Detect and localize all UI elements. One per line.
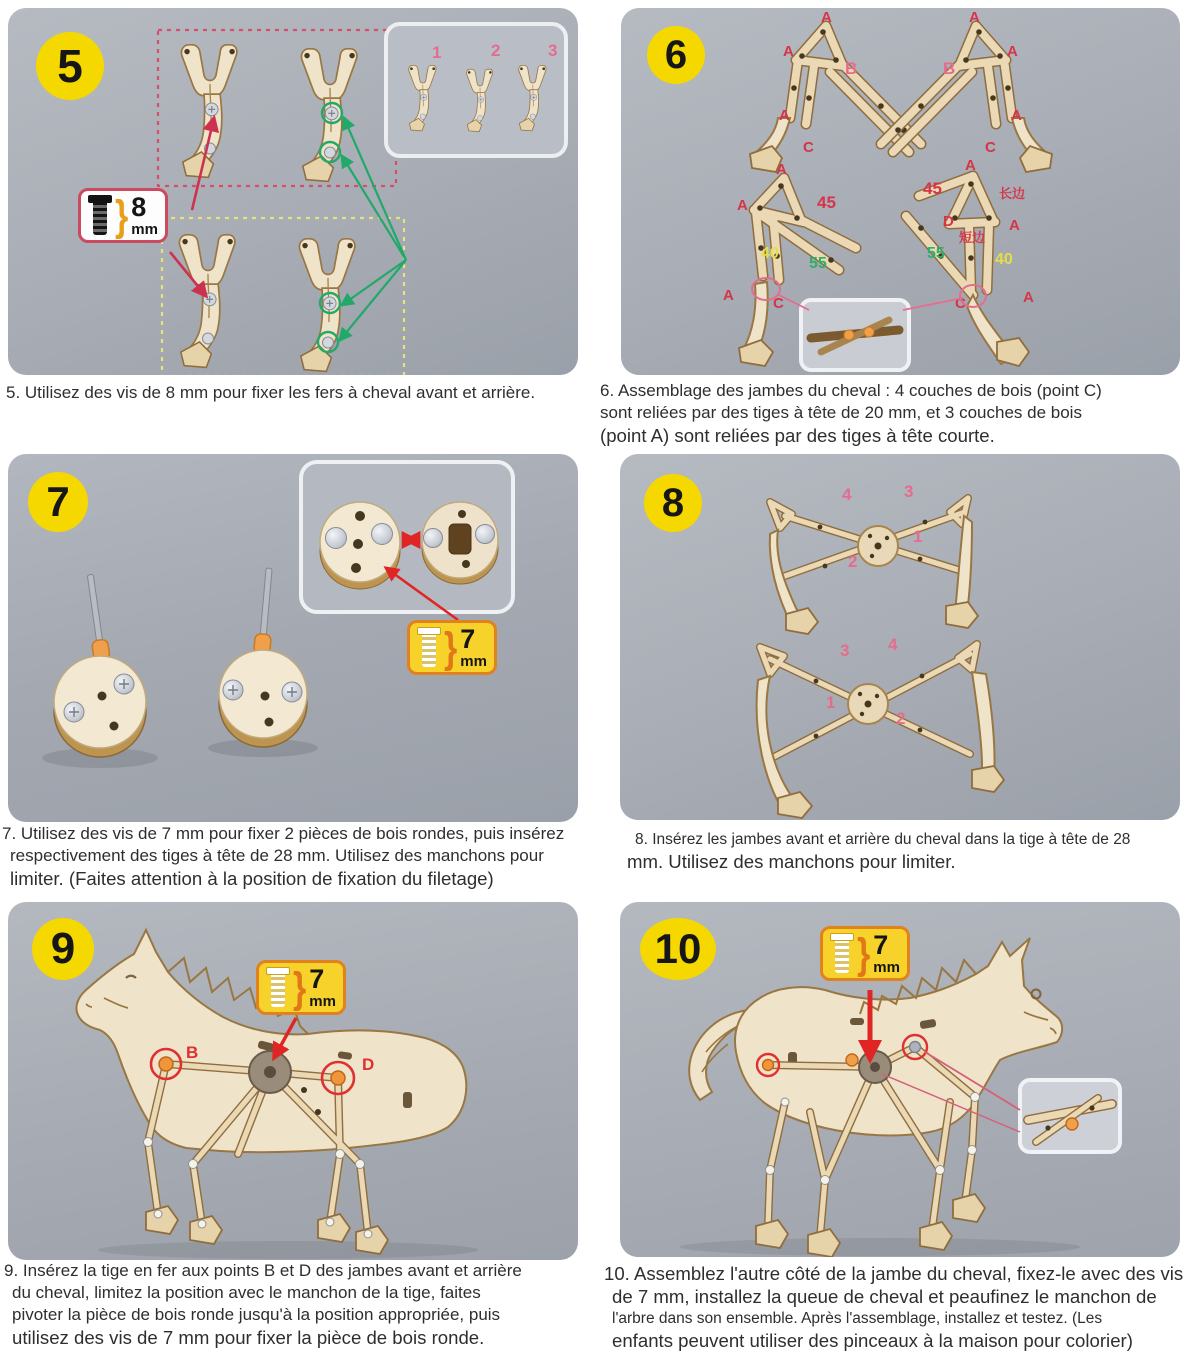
step9-photo-panel xyxy=(8,902,578,1260)
label-45: 45 xyxy=(923,179,942,198)
parts-inset xyxy=(386,24,566,156)
joint-number-2: 2 xyxy=(896,709,906,728)
label-40: 40 xyxy=(761,245,779,262)
size-unit: mm xyxy=(309,993,336,1010)
part-number-3: 3 xyxy=(548,41,558,60)
caption-line: enfants peuvent utiliser des pinceaux à la maison pour colorier) xyxy=(612,1330,1133,1351)
label-b: B xyxy=(943,59,956,78)
screw-7mm-badge xyxy=(256,960,346,1015)
leg-piece-front-left xyxy=(181,45,236,178)
label-c: C xyxy=(773,295,784,312)
label-a: A xyxy=(737,197,748,214)
step-number: 10 xyxy=(654,925,702,972)
caption-line: 6. Assemblage des jambes du cheval : 4 couches de bois (point C) xyxy=(600,381,1102,400)
label-a: A xyxy=(779,107,790,124)
curly-brace: } xyxy=(293,963,307,1012)
caption-line: respectivement des tiges à tête de 28 mm. Utilisez des manchons pour xyxy=(10,846,544,865)
step6-caption xyxy=(600,380,1188,447)
step6-photo-panel xyxy=(621,8,1180,375)
joint-number-3: 3 xyxy=(904,482,914,501)
step10-photo-panel xyxy=(620,902,1180,1257)
step-number-circle xyxy=(647,26,705,84)
label-40: 40 xyxy=(995,251,1013,268)
step8-photo-panel xyxy=(620,454,1180,820)
part-number-2: 2 xyxy=(491,41,501,60)
label-c: C xyxy=(803,139,814,156)
label-a: A xyxy=(723,287,734,304)
step5-caption xyxy=(6,382,586,404)
label-55: 55 xyxy=(927,245,945,262)
screw-8mm-badge xyxy=(78,188,168,243)
size-value: 8 xyxy=(131,192,147,222)
disc-closeup-inset xyxy=(301,462,513,620)
label-a: A xyxy=(776,161,787,178)
label-point-d: D xyxy=(362,1055,375,1074)
caption-line: de 7 mm, installez la queue de cheval et peaufinez le manchon de xyxy=(612,1286,1157,1307)
caption-line: mm. Utilisez des manchons pour limiter. xyxy=(627,851,956,872)
label-a: A xyxy=(821,9,832,26)
label-a: A xyxy=(1007,43,1018,60)
caption-line: pivoter la pièce de bois ronde jusqu'à la position appropriée, puis xyxy=(12,1305,501,1324)
caption-line: 10. Assemblez l'autre côté de la jambe du cheval, fixez-le avec des vis xyxy=(604,1263,1184,1284)
label-b: B xyxy=(845,59,858,78)
curly-brace: } xyxy=(857,929,871,978)
screw-icon xyxy=(417,627,441,669)
label-a: A xyxy=(1009,217,1020,234)
label-c: C xyxy=(985,139,996,156)
caption-line: 5. Utilisez des vis de 8 mm pour fixer les fers à cheval avant et arrière. xyxy=(6,383,536,402)
curly-brace: } xyxy=(115,191,129,240)
joint-number-4: 4 xyxy=(842,485,852,504)
label-point-b: B xyxy=(186,1043,199,1062)
step7-caption xyxy=(2,823,590,890)
joint-number-4: 4 xyxy=(888,635,898,654)
label-a: A xyxy=(1011,107,1022,124)
caption-line: 9. Insérez la tige en fer aux points B et D des jambes avant et arrière xyxy=(4,1261,522,1280)
label-c: C xyxy=(955,295,966,312)
step-number: 7 xyxy=(46,478,70,525)
leg-piece-rear-left xyxy=(179,235,234,368)
step-number-circle xyxy=(36,32,104,100)
label-a: A xyxy=(969,9,980,26)
step8-illustration xyxy=(620,454,1180,820)
caption-line: limiter. (Faites attention à la position de fixation du filetage) xyxy=(10,868,494,889)
step9-caption xyxy=(4,1260,589,1349)
caption-line: utilisez des vis de 7 mm pour fixer la pièce de bois ronde. xyxy=(12,1327,485,1348)
step-number: 8 xyxy=(661,480,685,525)
label-55: 55 xyxy=(809,255,827,272)
size-unit: mm xyxy=(873,959,900,976)
step-number: 5 xyxy=(57,40,83,92)
label-45: 45 xyxy=(817,193,836,212)
step-number-circle xyxy=(32,918,94,980)
step9-illustration xyxy=(8,902,578,1260)
step6-illustration xyxy=(621,8,1180,375)
screw-7mm-badge xyxy=(820,926,910,981)
step-number: 6 xyxy=(664,32,688,77)
label-long-side: 长边 xyxy=(999,186,1026,201)
caption-line: du cheval, limitez la position avec le manchon de la tige, faites xyxy=(12,1283,481,1302)
caption-line: 8. Insérez les jambes avant et arrière du cheval dans la tige à tête de 28 xyxy=(635,831,1131,848)
part-number-1: 1 xyxy=(432,43,442,62)
size-unit: mm xyxy=(460,653,487,670)
label-a: A xyxy=(965,157,976,174)
step5-photo-panel xyxy=(8,8,578,375)
label-d: D xyxy=(943,213,954,230)
step-number: 9 xyxy=(50,924,76,973)
step8-caption xyxy=(627,829,1187,873)
joint-number-3: 3 xyxy=(840,641,850,660)
step-number-circle xyxy=(28,472,88,532)
joint-number-2: 2 xyxy=(848,552,858,571)
curly-brace: } xyxy=(444,623,458,672)
round-wood-disc-right xyxy=(219,568,307,747)
caption-line: (point A) sont reliées par des tiges à tête courte. xyxy=(600,425,995,446)
joint-closeup-inset xyxy=(752,278,986,370)
size-value: 7 xyxy=(873,930,889,960)
size-unit: mm xyxy=(131,221,158,238)
leg-pair-assembly-top xyxy=(770,482,978,634)
step7-photo-panel xyxy=(8,454,578,822)
step-number-circle xyxy=(644,474,702,532)
leg-pair-assembly-bottom xyxy=(757,635,1004,818)
caption-line: 7. Utilisez des vis de 7 mm pour fixer 2 pièces de bois rondes, puis insérez xyxy=(2,824,565,843)
caption-line: l'arbre dans son ensemble. Après l'assemblage, installez et testez. (Les xyxy=(612,1310,1103,1327)
size-value: 7 xyxy=(309,964,325,994)
screw-7mm-badge xyxy=(407,620,497,675)
label-a: A xyxy=(783,43,794,60)
joint-number-1: 1 xyxy=(913,527,923,546)
caption-line: sont reliées par des tiges à tête de 20 mm, et 3 couches de bois xyxy=(600,403,1082,422)
size-value: 7 xyxy=(460,624,476,654)
label-short-side: 短边 xyxy=(959,230,986,245)
round-wood-disc-left xyxy=(54,574,146,757)
joint-number-1: 1 xyxy=(826,693,836,712)
screw-icon xyxy=(266,967,290,1009)
leg-assembly-bottom-right xyxy=(906,176,1029,366)
screw-icon xyxy=(830,933,854,975)
label-a: A xyxy=(1023,289,1034,306)
screw-icon xyxy=(88,195,112,237)
step-number-circle xyxy=(640,918,716,980)
step10-caption xyxy=(604,1262,1188,1352)
